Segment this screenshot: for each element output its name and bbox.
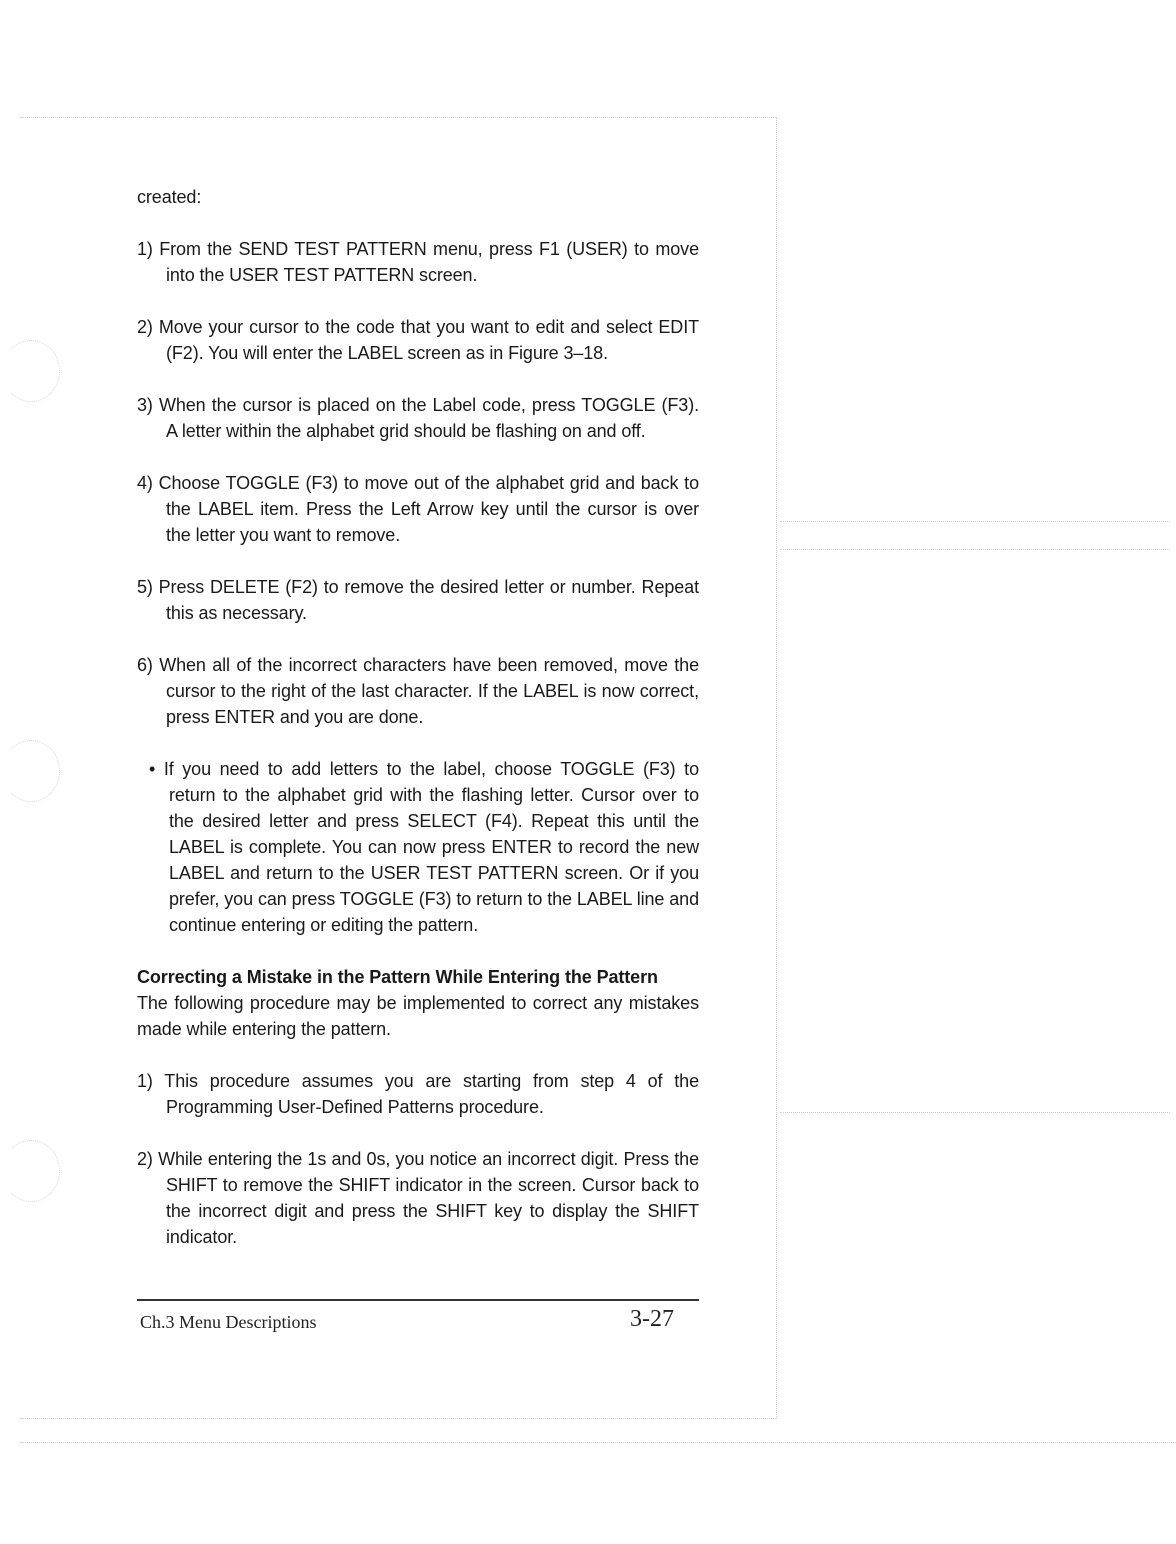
- scan-border-bottom-2: [20, 1442, 1176, 1443]
- step-b-2: 2) While entering the 1s and 0s, you notice an incorrect digit. Press the SHIFT to remove the SHIFT indicator in the screen. Cursor back to the incorrect digit and press the SHIFT key to display the SHIFT indicator.: [137, 1149, 699, 1247]
- bullet-item: • If you need to add letters to the label, choose TOGGLE (F3) to return to the alphabet grid with the flashing letter. Cursor over to the desired letter and press SELECT (F4). Repeat this until the LABEL is complete. You can now press ENTER to record the new LABEL and return to the USER TEST PATTERN screen. Or if you prefer, you can press TOGGLE (F3) to return to the LABEL line and continue entering or editing the pattern.: [149, 759, 699, 935]
- punch-hole-1: [2, 340, 60, 402]
- punch-hole-2: [2, 740, 60, 802]
- scan-border-right: [776, 117, 777, 1419]
- step-a-6: 6) When all of the incorrect characters have been removed, move the cursor to the right of the last character. If the LABEL is now correct, press ENTER and you are done.: [137, 655, 699, 727]
- section-heading: Correcting a Mistake in the Pattern While Entering the Pattern: [137, 967, 658, 987]
- step-a-5: 5) Press DELETE (F2) to remove the desired letter or number. Repeat this as necessary.: [137, 577, 699, 623]
- page-body: [137, 184, 699, 1276]
- step-a-2: 2) Move your cursor to the code that you want to edit and select EDIT (F2). You will enter the LABEL screen as in Figure 3–18.: [137, 317, 699, 363]
- scan-border-bottom: [20, 1418, 776, 1419]
- section-intro: The following procedure may be implemented to correct any mistakes made while entering the pattern.: [137, 993, 699, 1039]
- step-a-4: 4) Choose TOGGLE (F3) to move out of the alphabet grid and back to the LABEL item. Press the Left Arrow key until the cursor is over the letter you want to remove.: [137, 473, 699, 545]
- scan-mark-1: [780, 521, 1170, 522]
- step-a-3: 3) When the cursor is placed on the Label code, press TOGGLE (F3). A letter within the alphabet grid should be flashing on and off.: [137, 395, 699, 441]
- section-correcting-mistake: [137, 964, 699, 1042]
- step-b-1: 1) This procedure assumes you are starting from step 4 of the Programming User-Defined Patterns procedure.: [137, 1071, 699, 1117]
- scan-mark-2: [780, 549, 1170, 550]
- scan-border-top: [20, 117, 776, 118]
- footer-chapter: Ch.3 Menu Descriptions: [140, 1312, 317, 1332]
- punch-hole-3: [2, 1140, 60, 1202]
- intro-text: created:: [137, 187, 202, 207]
- scan-mark-3: [780, 1112, 1170, 1113]
- step-a-1: 1) From the SEND TEST PATTERN menu, press F1 (USER) to move into the USER TEST PATTERN screen.: [137, 239, 699, 285]
- page-number: 3-27: [630, 1306, 674, 1332]
- footer-rule: [137, 1299, 699, 1301]
